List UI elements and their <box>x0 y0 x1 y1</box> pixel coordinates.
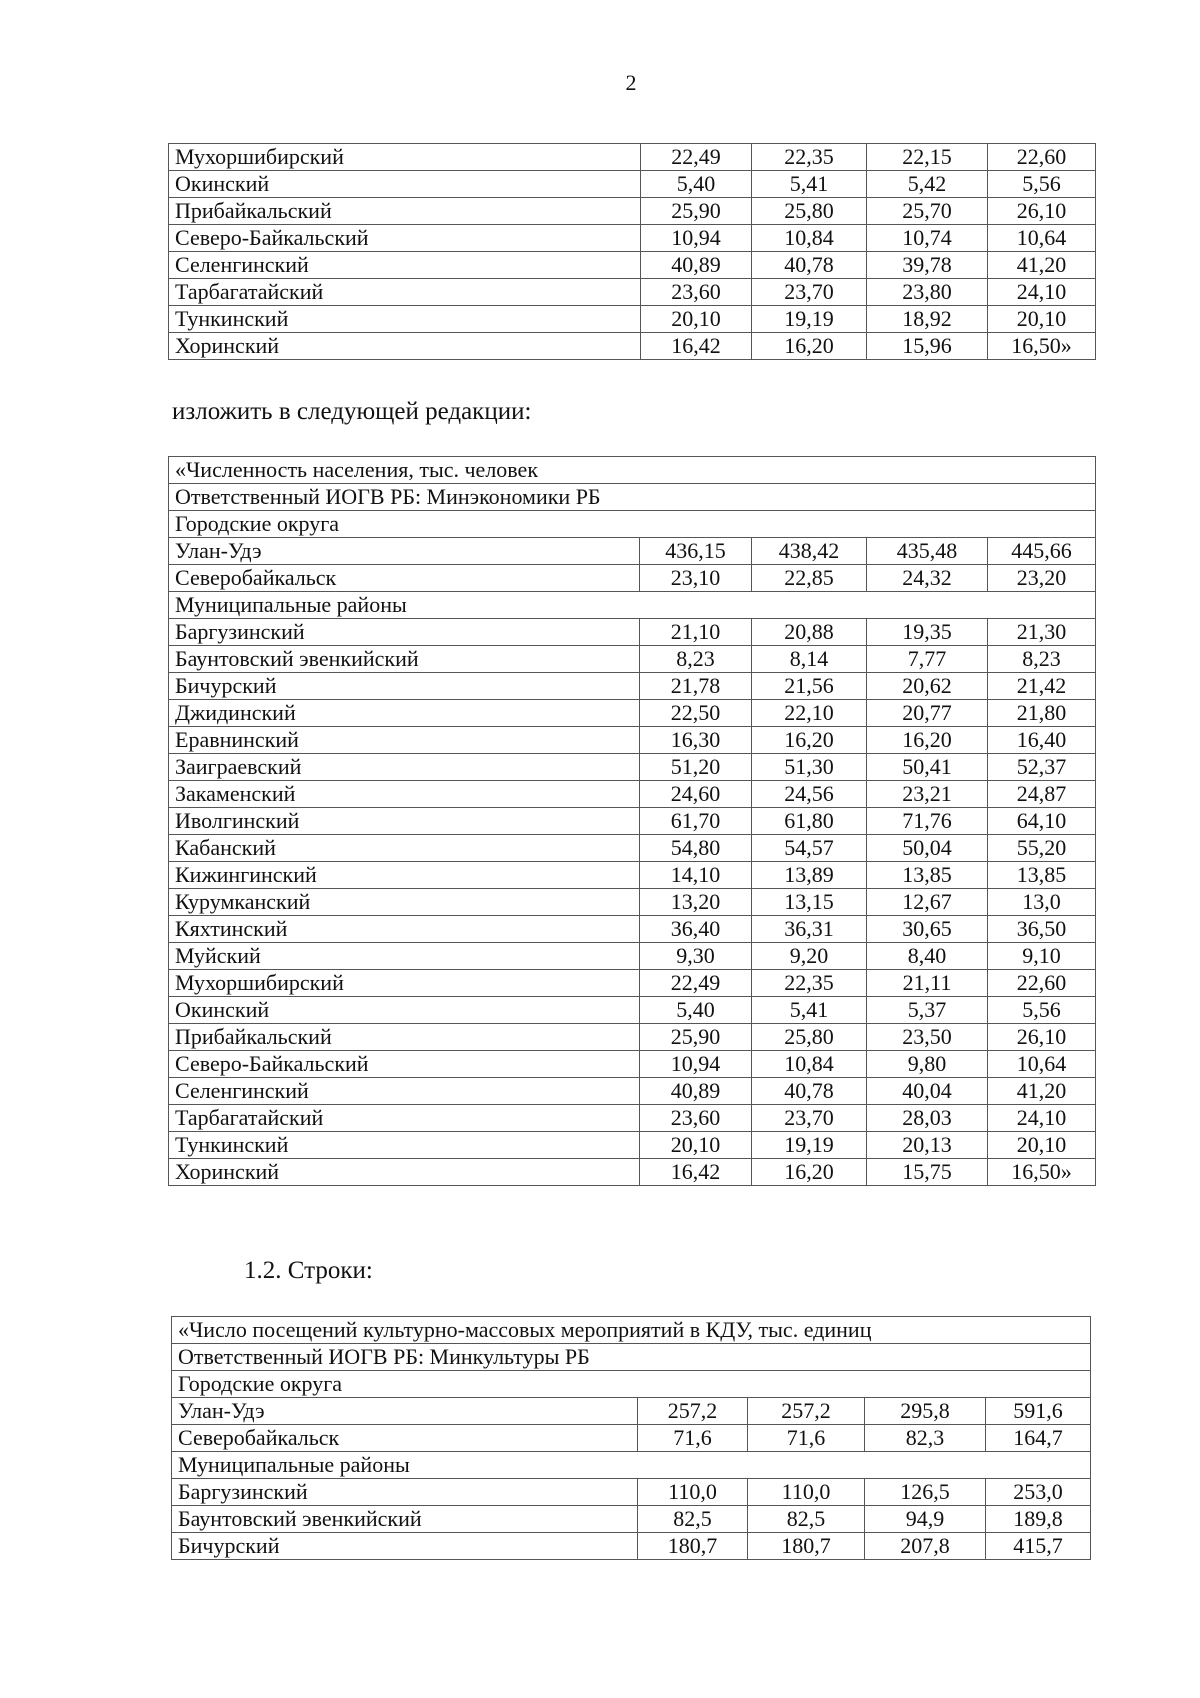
value-cell: 110,0 <box>638 1479 748 1506</box>
value-cell: 21,10 <box>640 619 752 646</box>
value-cell: 24,60 <box>640 781 752 808</box>
section-municipal-label: Муниципальные районы <box>172 1452 1091 1479</box>
value-cell: 22,49 <box>640 970 752 997</box>
value-cell: 180,7 <box>748 1533 865 1560</box>
value-cell: 71,6 <box>638 1425 748 1452</box>
district-name: Иволгинский <box>169 808 640 835</box>
value-cell: 40,04 <box>867 1078 988 1105</box>
table-row <box>169 943 1096 970</box>
responsible-row <box>169 484 1096 511</box>
district-name: Кижингинский <box>169 862 640 889</box>
value-cell: 23,10 <box>640 565 752 592</box>
table-row <box>169 333 1096 360</box>
value-cell: 20,77 <box>867 700 988 727</box>
table-row <box>172 1506 1091 1533</box>
table-row <box>169 225 1096 252</box>
value-cell: 207,8 <box>865 1533 986 1560</box>
value-cell: 10,64 <box>988 1051 1096 1078</box>
value-cell: 16,40 <box>988 727 1096 754</box>
value-cell: 24,10 <box>988 279 1096 306</box>
value-cell: 10,74 <box>867 225 988 252</box>
table-row <box>169 252 1096 279</box>
value-cell: 13,85 <box>988 862 1096 889</box>
section-municipal-label: Муниципальные районы <box>169 592 1096 619</box>
value-cell: 8,14 <box>752 646 867 673</box>
value-cell: 5,42 <box>867 171 988 198</box>
value-cell: 9,20 <box>752 943 867 970</box>
table-row <box>169 889 1096 916</box>
district-name: Прибайкальский <box>169 1024 640 1051</box>
value-cell: 25,80 <box>752 198 867 225</box>
value-cell: 13,20 <box>640 889 752 916</box>
value-cell: 16,42 <box>640 1159 752 1186</box>
value-cell: 436,15 <box>640 538 752 565</box>
value-cell: 16,50» <box>988 1159 1096 1186</box>
value-cell: 22,60 <box>988 144 1096 171</box>
value-cell: 36,40 <box>640 916 752 943</box>
value-cell: 18,92 <box>867 306 988 333</box>
value-cell: 5,37 <box>867 997 988 1024</box>
value-cell: 22,35 <box>752 970 867 997</box>
responsible-row <box>172 1344 1091 1371</box>
value-cell: 22,50 <box>640 700 752 727</box>
table-row <box>169 835 1096 862</box>
table-row <box>169 538 1096 565</box>
value-cell: 24,32 <box>867 565 988 592</box>
value-cell: 189,8 <box>986 1506 1091 1533</box>
district-name: Тункинский <box>169 1132 640 1159</box>
district-name: Окинский <box>169 997 640 1024</box>
table-row <box>172 1479 1091 1506</box>
value-cell: 5,56 <box>988 997 1096 1024</box>
district-name: Бичурский <box>169 673 640 700</box>
value-cell: 257,2 <box>748 1398 865 1425</box>
value-cell: 16,20 <box>752 333 867 360</box>
district-name: Северобайкальск <box>172 1425 638 1452</box>
table-body <box>172 1317 1091 1560</box>
value-cell: 253,0 <box>986 1479 1091 1506</box>
value-cell: 19,35 <box>867 619 988 646</box>
district-name: Селенгинский <box>169 252 641 279</box>
district-name: Северо-Байкальский <box>169 1051 640 1078</box>
value-cell: 8,23 <box>988 646 1096 673</box>
value-cell: 22,49 <box>641 144 752 171</box>
district-name: Северобайкальск <box>169 565 640 592</box>
district-name: Курумканский <box>169 889 640 916</box>
value-cell: 10,84 <box>752 225 867 252</box>
value-cell: 23,60 <box>641 279 752 306</box>
value-cell: 23,21 <box>867 781 988 808</box>
value-cell: 41,20 <box>988 1078 1096 1105</box>
district-name: Кабанский <box>169 835 640 862</box>
table-row <box>169 619 1096 646</box>
value-cell: 94,9 <box>865 1506 986 1533</box>
value-cell: 28,03 <box>867 1105 988 1132</box>
responsible-row-label: Ответственный ИОГВ РБ: Минэкономики РБ <box>169 484 1096 511</box>
value-cell: 19,19 <box>752 306 867 333</box>
district-name: Кяхтинский <box>169 916 640 943</box>
value-cell: 39,78 <box>867 252 988 279</box>
district-name: Баунтовский эвенкийский <box>169 646 640 673</box>
value-cell: 82,5 <box>638 1506 748 1533</box>
value-cell: 13,85 <box>867 862 988 889</box>
value-cell: 9,10 <box>988 943 1096 970</box>
table-body <box>169 144 1096 360</box>
section-urban <box>169 511 1096 538</box>
section-urban-label: Городские округа <box>172 1371 1091 1398</box>
table-row <box>169 808 1096 835</box>
table-row <box>169 1159 1096 1186</box>
value-cell: 23,70 <box>752 279 867 306</box>
value-cell: 19,19 <box>752 1132 867 1159</box>
value-cell: 22,15 <box>867 144 988 171</box>
value-cell: 25,90 <box>641 198 752 225</box>
value-cell: 55,20 <box>988 835 1096 862</box>
value-cell: 23,20 <box>988 565 1096 592</box>
value-cell: 415,7 <box>986 1533 1091 1560</box>
value-cell: 51,30 <box>752 754 867 781</box>
value-cell: 25,90 <box>640 1024 752 1051</box>
district-name: Прибайкальский <box>169 198 641 225</box>
value-cell: 10,94 <box>640 1051 752 1078</box>
value-cell: 14,10 <box>640 862 752 889</box>
table-row <box>169 1132 1096 1159</box>
value-cell: 8,40 <box>867 943 988 970</box>
edit-instruction: изложить в следующей редакции: <box>172 398 532 425</box>
value-cell: 21,56 <box>752 673 867 700</box>
district-name: Улан-Удэ <box>172 1398 638 1425</box>
value-cell: 5,40 <box>641 171 752 198</box>
table-row <box>169 781 1096 808</box>
value-cell: 40,89 <box>641 252 752 279</box>
value-cell: 52,37 <box>988 754 1096 781</box>
district-name: Улан-Удэ <box>169 538 640 565</box>
district-name: Тункинский <box>169 306 641 333</box>
value-cell: 50,04 <box>867 835 988 862</box>
district-name: Хоринский <box>169 333 641 360</box>
value-cell: 36,50 <box>988 916 1096 943</box>
district-name: Тарбагатайский <box>169 279 641 306</box>
value-cell: 23,70 <box>752 1105 867 1132</box>
section-urban-label: Городские округа <box>169 511 1096 538</box>
table-row <box>169 565 1096 592</box>
table-row <box>169 171 1096 198</box>
value-cell: 21,11 <box>867 970 988 997</box>
value-cell: 36,31 <box>752 916 867 943</box>
page-number: 2 <box>625 70 637 95</box>
value-cell: 40,78 <box>752 1078 867 1105</box>
value-cell: 23,80 <box>867 279 988 306</box>
district-name: Селенгинский <box>169 1078 640 1105</box>
table-row <box>169 198 1096 225</box>
value-cell: 12,67 <box>867 889 988 916</box>
value-cell: 257,2 <box>638 1398 748 1425</box>
value-cell: 23,50 <box>867 1024 988 1051</box>
table-row <box>169 306 1096 333</box>
table-row <box>169 1105 1096 1132</box>
value-cell: 5,40 <box>640 997 752 1024</box>
table-row <box>169 916 1096 943</box>
value-cell: 9,80 <box>867 1051 988 1078</box>
district-name: Баунтовский эвенкийский <box>172 1506 638 1533</box>
value-cell: 16,42 <box>641 333 752 360</box>
value-cell: 16,30 <box>640 727 752 754</box>
value-cell: 21,30 <box>988 619 1096 646</box>
table-title-label: «Численность населения, тыс. человек <box>169 457 1096 484</box>
table-row <box>169 279 1096 306</box>
value-cell: 61,70 <box>640 808 752 835</box>
table-row <box>169 144 1096 171</box>
value-cell: 25,80 <box>752 1024 867 1051</box>
table-row <box>169 727 1096 754</box>
value-cell: 54,80 <box>640 835 752 862</box>
responsible-row-label: Ответственный ИОГВ РБ: Минкультуры РБ <box>172 1344 1091 1371</box>
value-cell: 9,30 <box>640 943 752 970</box>
district-name: Окинский <box>169 171 641 198</box>
section-heading: 1.2. Строки: <box>244 1257 373 1284</box>
section-municipal <box>169 592 1096 619</box>
value-cell: 50,41 <box>867 754 988 781</box>
value-cell: 61,80 <box>752 808 867 835</box>
value-cell: 23,60 <box>640 1105 752 1132</box>
value-cell: 64,10 <box>988 808 1096 835</box>
value-cell: 591,6 <box>986 1398 1091 1425</box>
table-population-new <box>168 456 1096 1186</box>
district-name: Хоринский <box>169 1159 640 1186</box>
value-cell: 22,10 <box>752 700 867 727</box>
table-title <box>172 1317 1091 1344</box>
district-name: Северо-Байкальский <box>169 225 641 252</box>
value-cell: 54,57 <box>752 835 867 862</box>
table-row <box>169 997 1096 1024</box>
table-row <box>169 970 1096 997</box>
value-cell: 20,10 <box>988 306 1096 333</box>
table-row <box>172 1533 1091 1560</box>
district-name: Заиграевский <box>169 754 640 781</box>
value-cell: 10,94 <box>641 225 752 252</box>
value-cell: 24,87 <box>988 781 1096 808</box>
value-cell: 13,15 <box>752 889 867 916</box>
value-cell: 16,50» <box>988 333 1096 360</box>
value-cell: 22,35 <box>752 144 867 171</box>
district-name: Баргузинский <box>172 1479 638 1506</box>
district-name: Бичурский <box>172 1533 638 1560</box>
table-row <box>169 673 1096 700</box>
value-cell: 24,56 <box>752 781 867 808</box>
value-cell: 20,10 <box>640 1132 752 1159</box>
value-cell: 164,7 <box>986 1425 1091 1452</box>
value-cell: 10,84 <box>752 1051 867 1078</box>
value-cell: 5,41 <box>752 171 867 198</box>
value-cell: 15,75 <box>867 1159 988 1186</box>
value-cell: 13,0 <box>988 889 1096 916</box>
table-row <box>169 1024 1096 1051</box>
value-cell: 16,20 <box>752 727 867 754</box>
value-cell: 15,96 <box>867 333 988 360</box>
value-cell: 41,20 <box>988 252 1096 279</box>
value-cell: 25,70 <box>867 198 988 225</box>
table-row <box>169 646 1096 673</box>
district-name: Тарбагатайский <box>169 1105 640 1132</box>
value-cell: 71,6 <box>748 1425 865 1452</box>
value-cell: 21,78 <box>640 673 752 700</box>
value-cell: 5,41 <box>752 997 867 1024</box>
value-cell: 82,5 <box>748 1506 865 1533</box>
district-name: Джидинский <box>169 700 640 727</box>
table-row <box>172 1425 1091 1452</box>
value-cell: 10,64 <box>988 225 1096 252</box>
value-cell: 21,42 <box>988 673 1096 700</box>
table-population-continued <box>168 143 1096 360</box>
table-row <box>169 700 1096 727</box>
value-cell: 180,7 <box>638 1533 748 1560</box>
value-cell: 126,5 <box>865 1479 986 1506</box>
table-title <box>169 457 1096 484</box>
value-cell: 26,10 <box>988 1024 1096 1051</box>
value-cell: 40,89 <box>640 1078 752 1105</box>
value-cell: 5,56 <box>988 171 1096 198</box>
value-cell: 20,88 <box>752 619 867 646</box>
value-cell: 21,80 <box>988 700 1096 727</box>
table-body <box>169 457 1096 1186</box>
table-row <box>172 1398 1091 1425</box>
district-name: Мухоршибирский <box>169 970 640 997</box>
value-cell: 22,85 <box>752 565 867 592</box>
value-cell: 8,23 <box>640 646 752 673</box>
value-cell: 7,77 <box>867 646 988 673</box>
district-name: Еравнинский <box>169 727 640 754</box>
value-cell: 20,13 <box>867 1132 988 1159</box>
table-title-label: «Число посещений культурно-массовых мероприятий в КДУ, тыс. единиц <box>172 1317 1091 1344</box>
district-name: Закаменский <box>169 781 640 808</box>
value-cell: 20,62 <box>867 673 988 700</box>
district-name: Баргузинский <box>169 619 640 646</box>
value-cell: 20,10 <box>641 306 752 333</box>
section-urban <box>172 1371 1091 1398</box>
value-cell: 16,20 <box>867 727 988 754</box>
table-row <box>169 1051 1096 1078</box>
value-cell: 16,20 <box>752 1159 867 1186</box>
value-cell: 82,3 <box>865 1425 986 1452</box>
value-cell: 13,89 <box>752 862 867 889</box>
value-cell: 445,66 <box>988 538 1096 565</box>
district-name: Мухоршибирский <box>169 144 641 171</box>
value-cell: 30,65 <box>867 916 988 943</box>
table-cultural-visits <box>171 1316 1091 1560</box>
table-row <box>169 1078 1096 1105</box>
value-cell: 435,48 <box>867 538 988 565</box>
district-name: Муйский <box>169 943 640 970</box>
value-cell: 51,20 <box>640 754 752 781</box>
value-cell: 20,10 <box>988 1132 1096 1159</box>
table-row <box>169 754 1096 781</box>
value-cell: 71,76 <box>867 808 988 835</box>
value-cell: 295,8 <box>865 1398 986 1425</box>
value-cell: 24,10 <box>988 1105 1096 1132</box>
value-cell: 110,0 <box>748 1479 865 1506</box>
value-cell: 26,10 <box>988 198 1096 225</box>
section-municipal <box>172 1452 1091 1479</box>
value-cell: 40,78 <box>752 252 867 279</box>
table-row <box>169 862 1096 889</box>
value-cell: 22,60 <box>988 970 1096 997</box>
value-cell: 438,42 <box>752 538 867 565</box>
